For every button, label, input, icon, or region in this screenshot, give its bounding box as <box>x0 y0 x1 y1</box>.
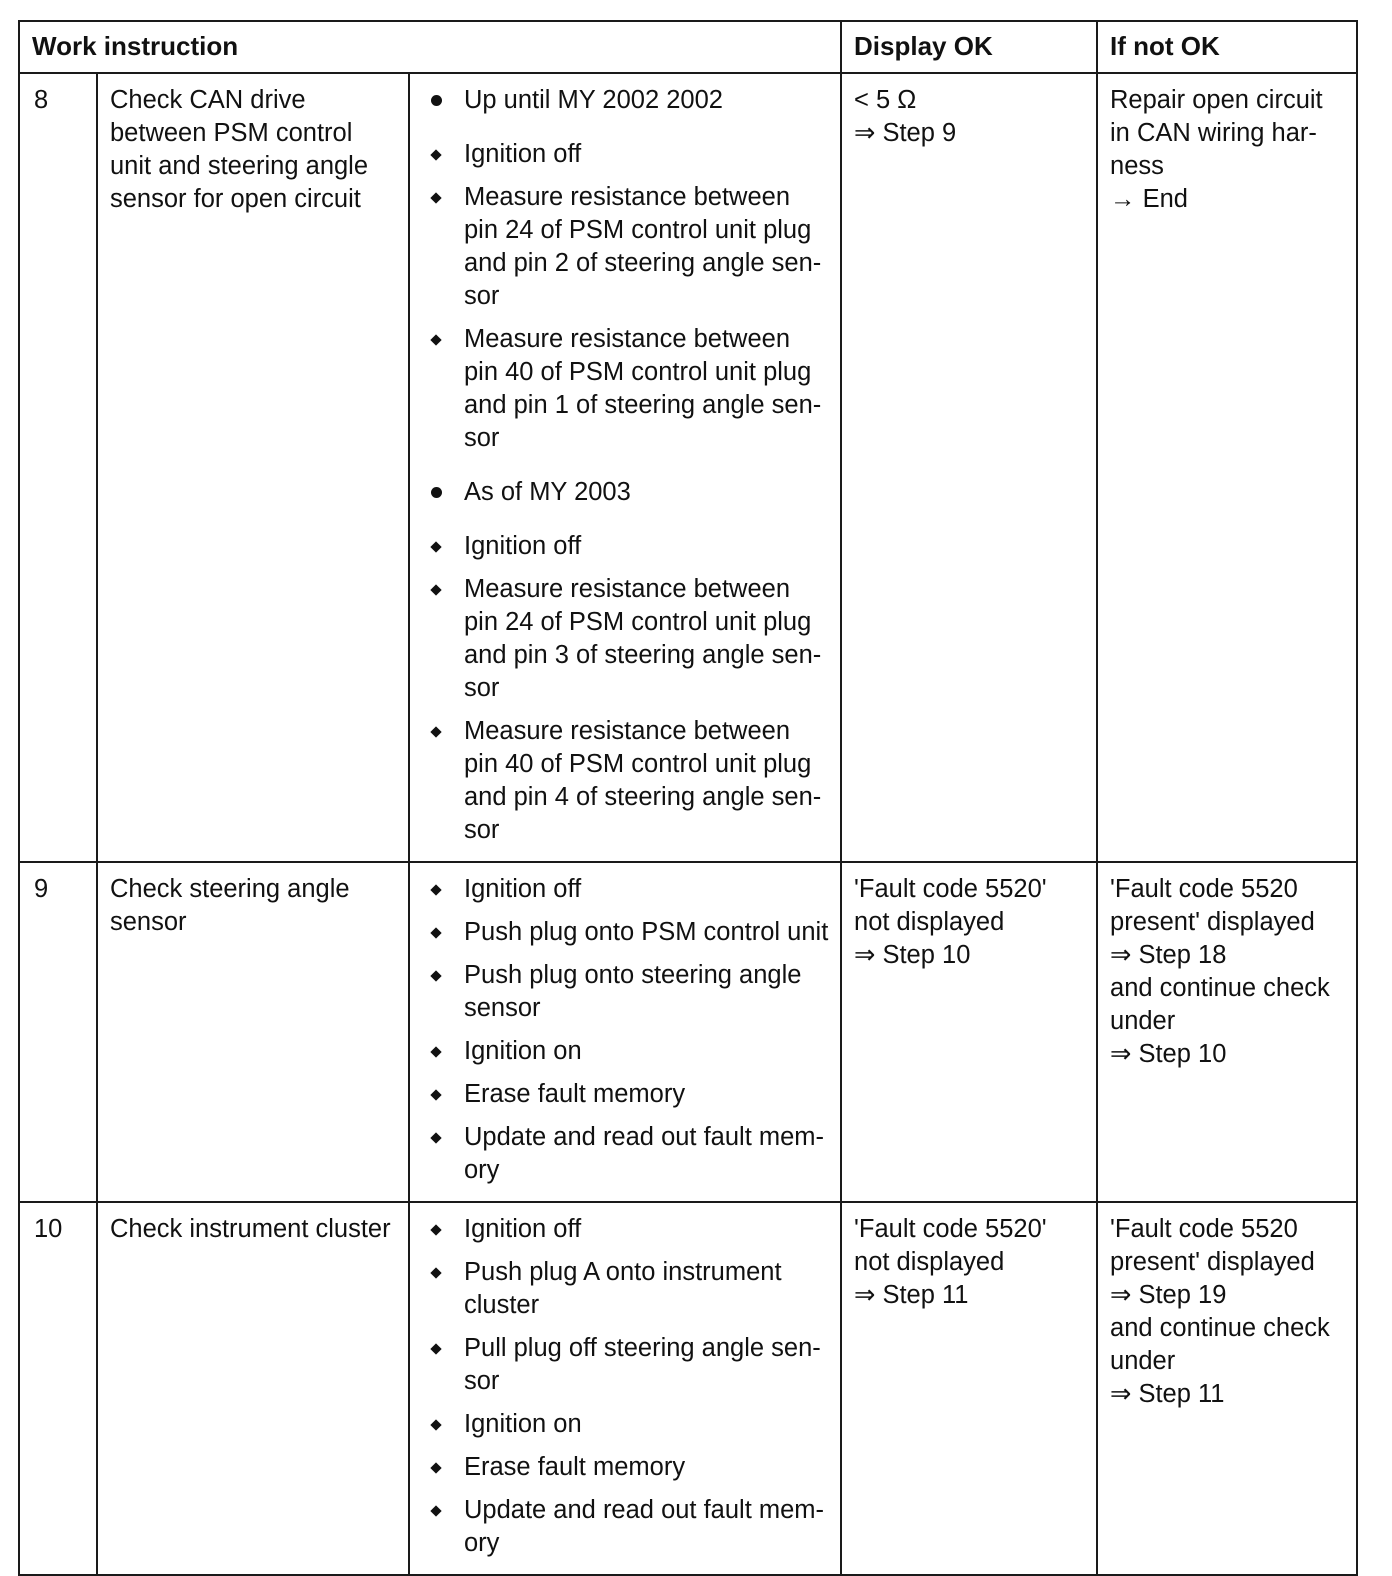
text-line: and continue check <box>1110 974 1330 1002</box>
diamond-bullet-icon <box>426 530 446 563</box>
list-item <box>424 84 836 117</box>
list-item <box>424 530 836 563</box>
list-item <box>424 476 836 509</box>
diamond-bullet-icon <box>426 959 446 992</box>
item-text-line: Push plug A onto instrument <box>464 1258 782 1286</box>
table-header-row <box>19 21 1357 73</box>
item-text-line: sor <box>464 1367 500 1395</box>
step-actions <box>409 862 841 1202</box>
list-item <box>424 873 836 906</box>
step-task <box>97 862 409 1202</box>
list-item <box>424 1494 836 1560</box>
text-line: Check steering angle <box>110 875 350 903</box>
item-text-line: pin 40 of PSM control unit plug <box>464 750 812 778</box>
item-text-line: Ignition off <box>464 140 582 168</box>
item-text-line: sor <box>464 674 500 702</box>
item-text-line: Update and read out fault mem- <box>464 1123 825 1151</box>
text-line: not displayed <box>854 1248 1005 1276</box>
item-text-line: sor <box>464 282 500 310</box>
text-line: ⇒ Step 10 <box>1110 1040 1227 1068</box>
if-not-ok-cell <box>1097 73 1357 862</box>
item-text-line: Ignition on <box>464 1037 582 1065</box>
text-line: sensor for open circuit <box>110 185 361 213</box>
work-instruction-table <box>18 20 1358 1576</box>
text-line: and continue check <box>1110 1314 1330 1342</box>
if-not-ok-cell <box>1097 1202 1357 1575</box>
item-text-line: Ignition on <box>464 1410 582 1438</box>
action-list <box>410 74 840 861</box>
item-text-line: ory <box>464 1529 500 1557</box>
text-line: ⇒ Step 19 <box>1110 1281 1227 1309</box>
if-not-ok-cell <box>1097 862 1357 1202</box>
step-number: 10 <box>19 1202 97 1575</box>
item-text-line: Measure resistance between <box>464 717 791 745</box>
item-text-line: Erase fault memory <box>464 1453 686 1481</box>
item-text-line: and pin 2 of steering angle sen- <box>464 249 822 277</box>
diamond-bullet-icon <box>426 1451 446 1484</box>
text-line: in CAN wiring har- <box>1110 119 1317 147</box>
text-line: ⇒ Step 11 <box>1110 1380 1225 1408</box>
item-text-line: Update and read out fault mem- <box>464 1496 825 1524</box>
item-text-line: Up until MY 2002 2002 <box>464 86 723 114</box>
item-text-line: and pin 3 of steering angle sen- <box>464 641 822 669</box>
item-text-line: Ignition off <box>464 1215 582 1243</box>
text-line: Repair open circuit <box>1110 86 1323 114</box>
item-text-line: and pin 4 of steering angle sen- <box>464 783 822 811</box>
step-number: 9 <box>19 862 97 1202</box>
list-item <box>424 916 836 949</box>
text-line: 'Fault code 5520 <box>1110 875 1298 903</box>
item-text-line: pin 24 of PSM control unit plug <box>464 608 812 636</box>
list-item <box>424 715 836 847</box>
text-line: ⇒ Step 11 <box>854 1281 969 1309</box>
diamond-bullet-icon <box>426 1256 446 1289</box>
item-text-line: Pull plug off steering angle sen- <box>464 1334 821 1362</box>
item-text-line: Push plug onto steering angle <box>464 961 802 989</box>
table-row <box>19 1202 1357 1575</box>
text-line: between PSM control <box>110 119 353 147</box>
diamond-bullet-icon <box>426 715 446 748</box>
diamond-bullet-icon <box>426 573 446 606</box>
text-line: 'Fault code 5520' <box>854 875 1047 903</box>
item-text-line: sensor <box>464 994 541 1022</box>
list-item <box>424 1213 836 1246</box>
item-text-line: sor <box>464 424 500 452</box>
text-line: Check CAN drive <box>110 86 306 114</box>
item-text-line: Erase fault memory <box>464 1080 686 1108</box>
display-ok-cell <box>841 73 1097 862</box>
work-instruction-document <box>18 20 1356 1557</box>
list-item <box>424 181 836 313</box>
item-text-line: cluster <box>464 1291 540 1319</box>
list-item <box>424 1035 836 1068</box>
list-item <box>424 1408 836 1441</box>
item-text-line: sor <box>464 816 500 844</box>
list-item <box>424 959 836 1025</box>
text-line: present' displayed <box>1110 908 1315 936</box>
diamond-bullet-icon <box>426 1332 446 1365</box>
text-line: 'Fault code 5520 <box>1110 1215 1298 1243</box>
diamond-bullet-icon <box>426 1213 446 1246</box>
text-line: Check instrument cluster <box>110 1215 391 1243</box>
item-text-line: and pin 1 of steering angle sen- <box>464 391 822 419</box>
step-actions <box>409 1202 841 1575</box>
text-line: sensor <box>110 908 187 936</box>
diamond-bullet-icon <box>426 873 446 906</box>
diamond-bullet-icon <box>426 916 446 949</box>
diamond-bullet-icon <box>426 1035 446 1068</box>
text-line: under <box>1110 1347 1176 1375</box>
list-item <box>424 1256 836 1322</box>
step-task <box>97 1202 409 1575</box>
text-line: ness <box>1110 152 1164 180</box>
table-row <box>19 73 1357 862</box>
list-item <box>424 573 836 705</box>
item-text-line: Ignition off <box>464 532 582 560</box>
diamond-bullet-icon <box>426 181 446 214</box>
step-task <box>97 73 409 862</box>
item-text-line: Ignition off <box>464 875 582 903</box>
text-line: present' displayed <box>1110 1248 1315 1276</box>
step-number: 8 <box>19 73 97 862</box>
item-text-line: Measure resistance between <box>464 575 791 603</box>
diamond-bullet-icon <box>426 138 446 171</box>
diamond-bullet-icon <box>426 1408 446 1441</box>
header-if-not-ok: If not OK <box>1097 21 1357 73</box>
action-list <box>410 1203 840 1574</box>
diamond-bullet-icon <box>426 323 446 356</box>
item-text-line: Measure resistance between <box>464 183 791 211</box>
action-list <box>410 863 840 1201</box>
list-item <box>424 1332 836 1398</box>
text-line: unit and steering angle <box>110 152 369 180</box>
diamond-bullet-icon <box>426 1121 446 1154</box>
header-work-instruction: Work instruction <box>19 21 841 73</box>
diamond-bullet-icon <box>426 1078 446 1111</box>
list-item <box>424 1078 836 1111</box>
list-item <box>424 1451 836 1484</box>
list-item <box>424 1121 836 1187</box>
display-ok-cell <box>841 1202 1097 1575</box>
text-line: → End <box>1110 185 1188 213</box>
list-item <box>424 138 836 171</box>
list-item <box>424 323 836 455</box>
item-text-line: Push plug onto PSM control unit <box>464 918 829 946</box>
text-line: ⇒ Step 18 <box>1110 941 1227 969</box>
table-row <box>19 862 1357 1202</box>
item-text-line: Measure resistance between <box>464 325 791 353</box>
diamond-bullet-icon <box>426 1494 446 1527</box>
text-line: ⇒ Step 10 <box>854 941 971 969</box>
text-line: ⇒ Step 9 <box>854 119 957 147</box>
header-display-ok: Display OK <box>841 21 1097 73</box>
text-line: not displayed <box>854 908 1005 936</box>
item-text-line: ory <box>464 1156 500 1184</box>
display-ok-cell <box>841 862 1097 1202</box>
text-line: under <box>1110 1007 1176 1035</box>
text-line: 'Fault code 5520' <box>854 1215 1047 1243</box>
item-text-line: As of MY 2003 <box>464 478 631 506</box>
round-bullet-icon <box>426 84 446 117</box>
item-text-line: pin 40 of PSM control unit plug <box>464 358 812 386</box>
round-bullet-icon <box>426 476 446 509</box>
step-actions <box>409 73 841 862</box>
text-line: < 5 Ω <box>854 86 917 114</box>
item-text-line: pin 24 of PSM control unit plug <box>464 216 812 244</box>
